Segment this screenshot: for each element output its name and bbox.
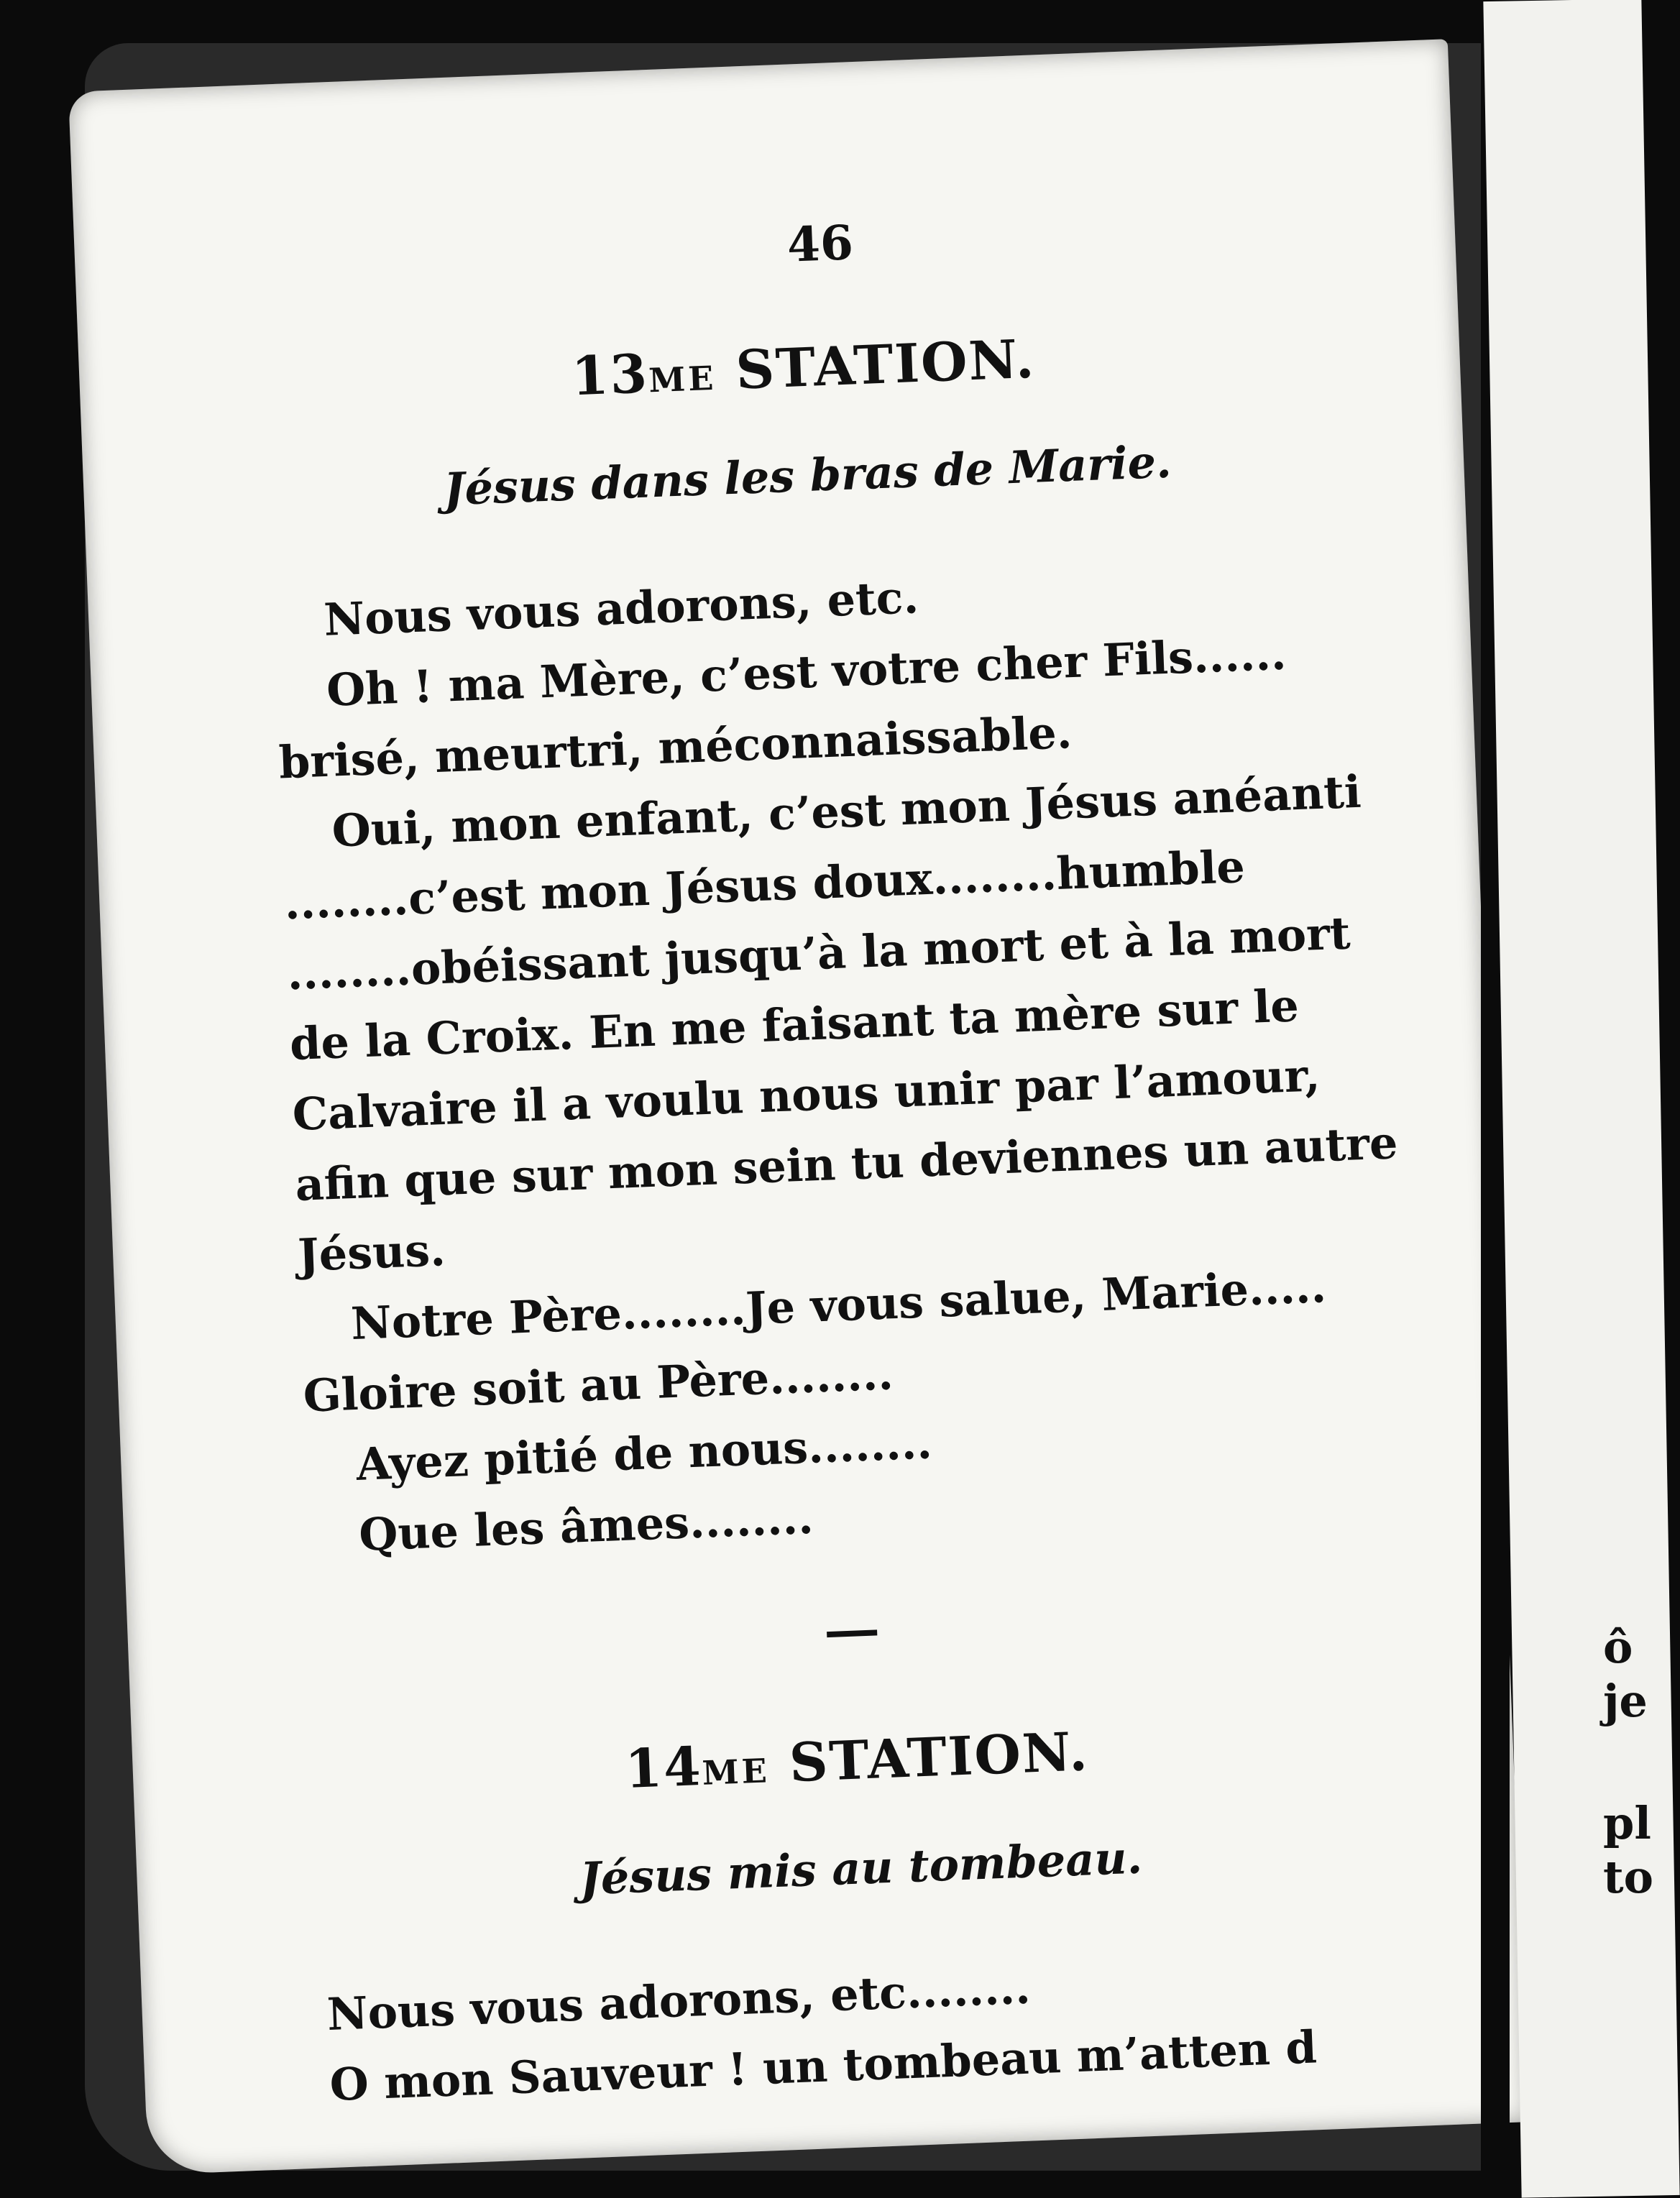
text-line: Oh ! ma Mère, c’est votre cher Fils...... xyxy=(325,627,1287,717)
text-line: Nous vous adorons, etc. xyxy=(323,571,920,646)
station-14-subtitle: Jésus mis au tombeau. xyxy=(579,1831,1144,1905)
right-fragment: to xyxy=(1603,1851,1653,1903)
page-number: 46 xyxy=(786,214,855,273)
text-line: ........obéissant jusqu’à la mort et à la mort xyxy=(285,906,1351,1001)
text-line: Notre Père........Je vous salue, Marie..... xyxy=(349,1260,1328,1351)
right-fragment: je xyxy=(1603,1675,1648,1727)
station-13-heading xyxy=(263,316,1343,420)
text-line: Jésus. xyxy=(297,1223,446,1282)
text-line: Gloire soit au Père........ xyxy=(302,1347,894,1422)
station-number: 14 xyxy=(623,1735,704,1801)
station-word: STATION. xyxy=(735,328,1037,402)
right-fragment: pl xyxy=(1603,1797,1651,1849)
text-line: Oui, mon enfant, c’est mon Jésus anéanti xyxy=(331,765,1362,857)
station-suffix: ME xyxy=(701,1751,771,1793)
page-text xyxy=(259,196,1409,2120)
station-13-subtitle: Jésus dans les bras de Marie. xyxy=(442,435,1172,516)
text-line: Calvaire il a voulu nous unir par l’amour, xyxy=(291,1049,1321,1141)
text-line: Que les âmes........ xyxy=(358,1491,814,1561)
text-line: afin que sur mon sein tu deviennes un autre xyxy=(294,1116,1399,1212)
right-fragment: ô xyxy=(1603,1621,1633,1673)
station-14-heading xyxy=(317,1709,1397,1813)
text-line: Nous vous adorons, etc........ xyxy=(326,1961,1032,2041)
text-line: Ayez pitié de nous........ xyxy=(355,1416,933,1491)
text-line: O mon Sauveur ! un tombeau m’atten d xyxy=(329,2020,1318,2112)
section-divider xyxy=(827,1629,877,1637)
text-line: brisé, meurtri, méconnaissable. xyxy=(277,706,1073,789)
station-suffix: ME xyxy=(648,358,717,400)
station-word: STATION. xyxy=(788,1721,1091,1795)
text-line: ........c’est mon Jésus doux........humble xyxy=(283,840,1247,930)
station-number: 13 xyxy=(570,343,650,408)
text-line: de la Croix. En me faisant ta mère sur le xyxy=(288,979,1300,1071)
